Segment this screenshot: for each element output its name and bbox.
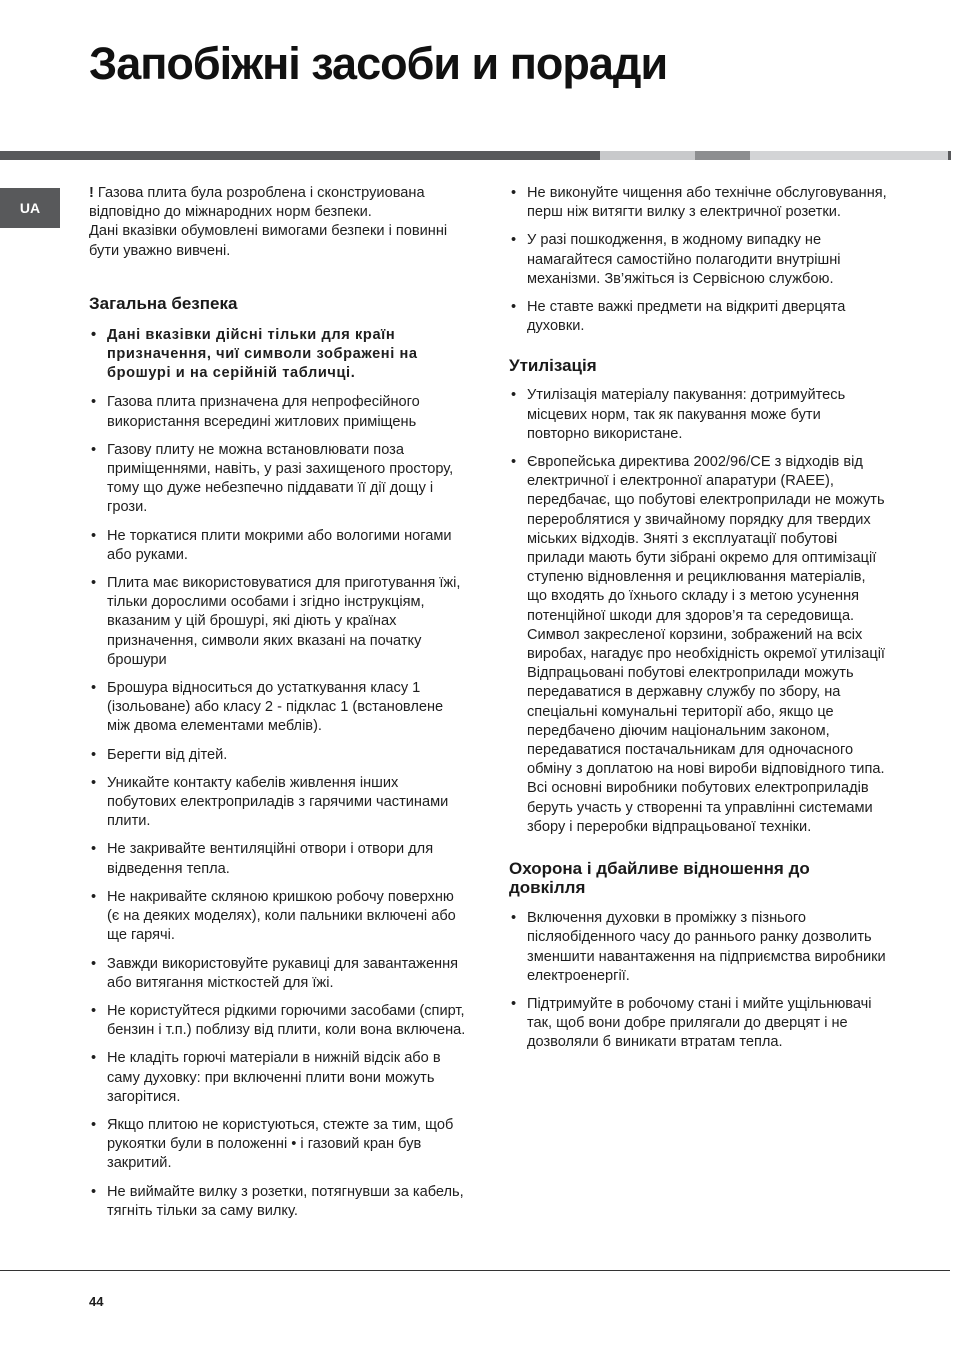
intro-paragraph xyxy=(89,184,467,261)
language-tab: UA xyxy=(0,188,60,228)
list-item: • Не торкатися плити мокрими або вологими ногами або руками. xyxy=(89,527,467,565)
disposal-list xyxy=(509,386,887,837)
header-bar-mid xyxy=(695,151,750,160)
header-bar-light-right xyxy=(750,151,948,160)
maintenance-list xyxy=(509,184,887,336)
list-item: • Не виймайте вилку з розетки, потягнувши за кабель, тягніть тільки за саму вилку. xyxy=(89,1183,467,1221)
list-item: • Включення духовки в проміжку з пізнього післяобіденного часу до раннього ранку дозволить зменшити навантаження на підприємства виробники електроенергії. xyxy=(509,909,887,986)
disposal-directive-text: • Європейська директива 2002/96/CE з відходів від електричної і електронної апаратури (RAEE), передбачає, що побутові електроприлади не можуть перероблятися у звичайному порядку для твердих міських відходів. Зняті з експлуатації побутові прилади мають бути зібрані окремо для оптимізації ступеню відновлення и рециклювання матеріалів, що входять до їхнього складу і з метою усунення потенційної шкоди для здоров’я та середовища. Символ закресленої корзини, зображений на всіх виробах, нагадує про необхідність окремої утилізації xyxy=(527,454,885,663)
warning-mark: ! xyxy=(89,185,94,201)
list-item: • Дані вказівки дійсні тільки для країн призначення, чиї символи зображені на брошурі и на серійній табличці. xyxy=(89,326,467,384)
list-item: • Газову плиту не можна встановлювати поза приміщеннями, навіть, у разі захищеного простору, тому що дуже небезпечно піддавати її дії дощу і грози. xyxy=(89,441,467,518)
list-item: • Берегти від дітей. xyxy=(89,746,467,765)
disposal-collection-text: Відпрацьовані побутові електроприлади можуть передаватися в державну службу по збору, на спеціальні комунальні території або, якщо це передбачено діючим національним законом, передаватися постачальникам для одночасного обміну з доплатою на нові вироби відповідного типа. xyxy=(527,665,885,778)
list-item: • Не кладіть горючі матеріали в нижній відсік або в саму духовку: при включенні плити вони можуть загорітися. xyxy=(89,1049,467,1107)
right-column xyxy=(509,184,887,1062)
list-item: • Уникайте контакту кабелів живлення інших побутових електроприладів з гарячими частинами плити. xyxy=(89,774,467,832)
list-item: • Плита має використовуватися для приготування їжі, тільки дорослими особами і згідно інструкціям, вказаним у цій брошурі, які діють у країнах призначення, символи яких вказані на початку брошури xyxy=(89,574,467,670)
footer-divider xyxy=(0,1270,950,1271)
environment-heading: Охорона і дбайливе відношення до довкілля xyxy=(509,859,810,898)
list-item: • Газова плита призначена для непрофесійного використання всередині житлових приміщень xyxy=(89,393,467,431)
list-item: • Не закривайте вентиляційні отвори і отвори для відведення тепла. xyxy=(89,840,467,878)
intro-text-1: Газова плита була розроблена і сконструиована відповідно до міжнародних норм безпеки. xyxy=(89,185,425,221)
list-item: • Якщо плитою не користуються, стежте за тим, щоб рукоятки були в положенні • і газовий кран був закритий. xyxy=(89,1116,467,1174)
list-item: • Не виконуйте чищення або технічне обслуговування, перш ніж витягти вилку з електричної розетки. xyxy=(509,184,887,222)
list-item: • Завжди використовуйте рукавиці для завантаження або витягання місткостей для їжі. xyxy=(89,955,467,993)
general-safety-list xyxy=(89,326,467,1221)
environment-list xyxy=(509,909,887,1052)
list-item: • Не ставте важкі предмети на відкриті дверцята духовки. xyxy=(509,298,887,336)
list-item: • Підтримуйте в робочому стані і мийте ущільнювачі так, щоб вони добре прилягали до дверцят і не дозволяли б виникати втратам тепла. xyxy=(509,995,887,1053)
disposal-heading: Утилізація xyxy=(509,356,597,376)
list-item: • Утилізація матеріалу пакування: дотримуйтесь місцевих норм, так як пакування може бути повторно використане. xyxy=(509,386,887,444)
list-item: • Брошура відноситься до устаткування класу 1 (ізольоване) або класу 2 - підклас 1 (встановлене між двома елементами меблів). xyxy=(89,679,467,737)
page-number: 44 xyxy=(89,1294,104,1309)
intro-text-2: Дані вказівки обумовлені вимогами безпеки і повинні бути уважно вивчені. xyxy=(89,223,448,259)
general-safety-heading: Загальна безпека xyxy=(89,293,238,313)
left-column xyxy=(89,184,467,1230)
page-title: Запобіжні засоби и поради xyxy=(89,38,668,89)
list-item: • Не користуйтеся рідкими горючими засобами (спирт, бензин і т.п.) поблизу від плити, коли вона включена. xyxy=(89,1002,467,1040)
list-item: • У разі пошкодження, в жодному випадку не намагайтеся самостійно полагодити внутрішні механізми. Зв’яжіться із Сервісною службою. xyxy=(509,231,887,289)
header-bar-light xyxy=(600,151,695,160)
disposal-manufacturers-text: Всі основні виробники побутових електроприладів беруть участь у створенні та управлінні системами збору і переробки відпрацьованої техніки. xyxy=(527,780,873,835)
list-item xyxy=(509,453,887,837)
list-item: • Не накривайте скляною кришкою робочу поверхню (є на деяких моделях), коли пальники включені або ще гарячі. xyxy=(89,888,467,946)
header-bar-end xyxy=(948,151,951,160)
header-bar-dark xyxy=(0,151,600,160)
